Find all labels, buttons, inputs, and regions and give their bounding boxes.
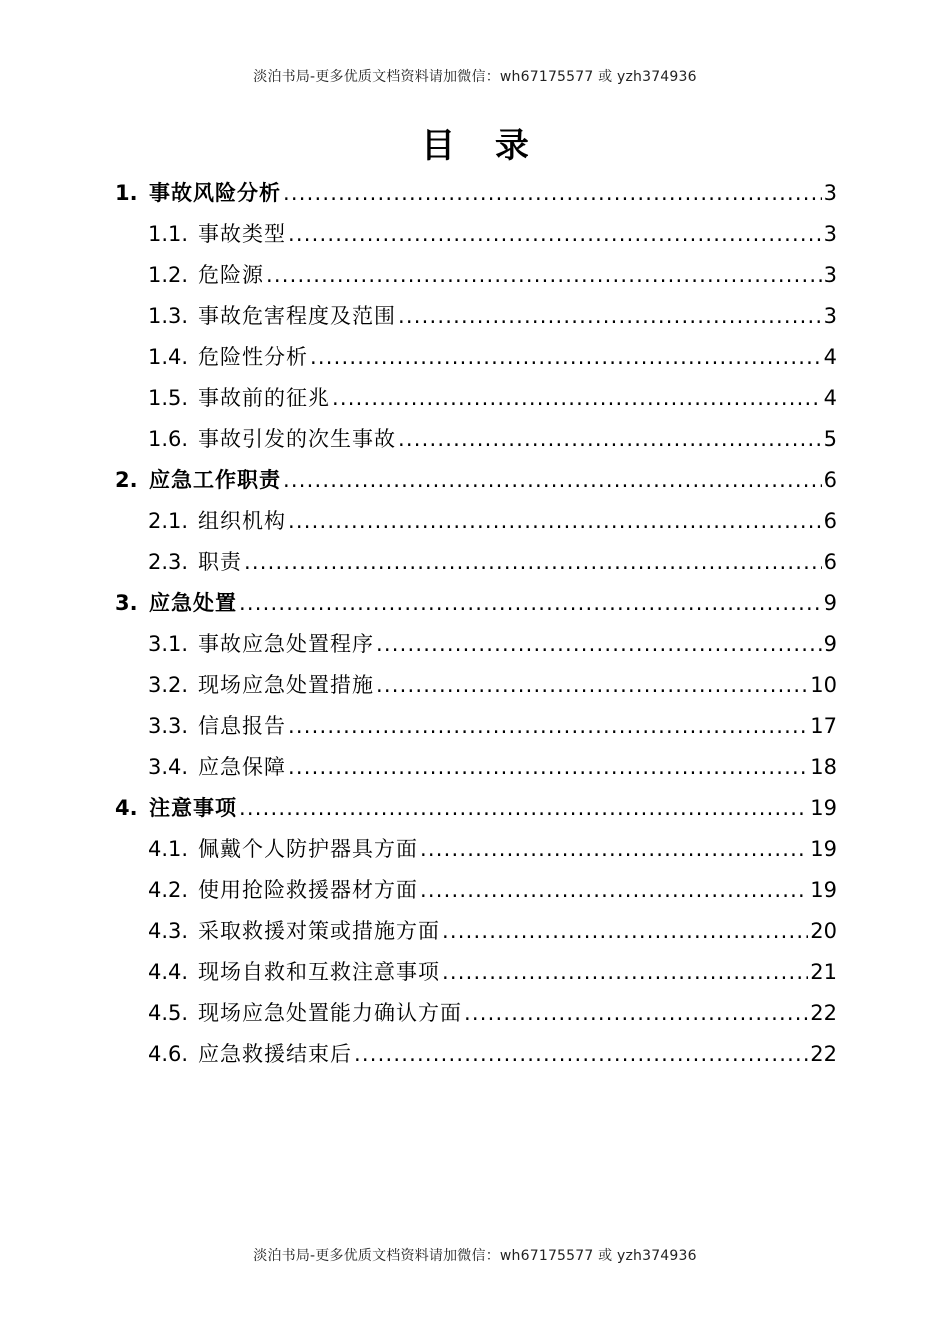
toc-entry[interactable] <box>148 342 837 372</box>
toc-dot-leader <box>398 424 822 454</box>
toc-entry-page: 10 <box>810 673 837 697</box>
toc-entry-title: 佩戴个人防护器具方面 <box>198 837 418 861</box>
toc-entry-title: 应急救援结束后 <box>198 1042 352 1066</box>
toc-entry[interactable] <box>115 178 837 208</box>
toc-entry-page: 6 <box>823 509 837 533</box>
toc-entry[interactable] <box>148 670 837 700</box>
toc-dot-leader <box>288 506 822 536</box>
toc-dot-leader <box>354 1039 808 1069</box>
toc-entry-number: 3. <box>115 591 138 615</box>
toc-entry-page: 9 <box>823 591 837 615</box>
toc-entry[interactable] <box>148 301 837 331</box>
toc-dot-leader <box>310 342 822 372</box>
toc-entry-page: 22 <box>810 1001 837 1025</box>
toc-entry-page: 20 <box>810 919 837 943</box>
toc-entry-title: 事故类型 <box>198 222 286 246</box>
toc-entry[interactable] <box>115 588 837 618</box>
toc-title: 目 录 <box>421 126 543 166</box>
toc-entry-page: 19 <box>810 878 837 902</box>
toc-entry-number: 4. <box>115 796 138 820</box>
toc-entry-title: 危险源 <box>198 263 264 287</box>
toc-entry-page: 19 <box>810 837 837 861</box>
toc-entry-page: 6 <box>823 550 837 574</box>
toc-entry[interactable] <box>148 1039 837 1069</box>
toc-entry-number: 1.6. <box>148 427 189 451</box>
toc-entry-number: 1.4. <box>148 345 189 369</box>
toc-dot-leader <box>332 383 822 413</box>
toc-entry-title: 使用抢险救援器材方面 <box>198 878 418 902</box>
toc-entry-number: 1.5. <box>148 386 189 410</box>
page-footer-note: 淡泊书局-更多优质文档资料请加微信：wh67175577 或 yzh374936 <box>253 1248 697 1264</box>
toc-dot-leader <box>244 547 822 577</box>
toc-dot-leader <box>239 793 808 823</box>
toc-entry-title: 现场自救和互救注意事项 <box>198 960 440 984</box>
toc-entry-number: 1.1. <box>148 222 189 246</box>
toc-entry-title: 现场应急处置能力确认方面 <box>198 1001 462 1025</box>
toc-entry-page: 22 <box>810 1042 837 1066</box>
toc-entry[interactable] <box>148 998 837 1028</box>
toc-entry-title: 危险性分析 <box>198 345 308 369</box>
toc-entry-title: 事故危害程度及范围 <box>198 304 396 328</box>
toc-entry-title: 信息报告 <box>198 714 286 738</box>
toc-entry-number: 4.5. <box>148 1001 189 1025</box>
toc-entry[interactable] <box>148 506 837 536</box>
toc-dot-leader <box>288 219 822 249</box>
toc-dot-leader <box>442 957 808 987</box>
toc-dot-leader <box>442 916 808 946</box>
toc-entry-number: 2. <box>115 468 138 492</box>
toc-entry-title: 采取救援对策或措施方面 <box>198 919 440 943</box>
toc-entry[interactable] <box>115 793 837 823</box>
toc-dot-leader <box>239 588 822 618</box>
toc-entry-page: 4 <box>823 386 837 410</box>
toc-entry-title: 现场应急处置措施 <box>198 673 374 697</box>
toc-entry-number: 4.4. <box>148 960 189 984</box>
toc-dot-leader <box>398 301 822 331</box>
page-header-note: 淡泊书局-更多优质文档资料请加微信：wh67175577 或 yzh374936 <box>253 69 697 85</box>
toc-entry-title: 组织机构 <box>198 509 286 533</box>
toc-entry[interactable] <box>148 834 837 864</box>
toc-entry-title: 职责 <box>198 550 242 574</box>
toc-entry-page: 4 <box>823 345 837 369</box>
toc-entry-number: 1.2. <box>148 263 189 287</box>
toc-dot-leader <box>288 752 808 782</box>
toc-entry-page: 19 <box>810 796 837 820</box>
toc-entry[interactable] <box>148 916 837 946</box>
toc-dot-leader <box>420 875 808 905</box>
toc-entry[interactable] <box>148 629 837 659</box>
toc-entry-title: 注意事项 <box>149 796 237 820</box>
toc-entry-page: 5 <box>823 427 837 451</box>
toc-entry-page: 3 <box>823 304 837 328</box>
toc-entry[interactable] <box>148 752 837 782</box>
toc-entry-title: 事故前的征兆 <box>198 386 330 410</box>
toc-entry[interactable] <box>115 465 837 495</box>
toc-entry-number: 4.3. <box>148 919 189 943</box>
toc-dot-leader <box>283 465 822 495</box>
toc-entry-title: 事故风险分析 <box>149 181 281 205</box>
toc-entry-page: 3 <box>823 222 837 246</box>
toc-entry-page: 9 <box>823 632 837 656</box>
toc-entry-number: 3.3. <box>148 714 189 738</box>
toc-entry-number: 3.4. <box>148 755 189 779</box>
toc-entry-number: 4.1. <box>148 837 189 861</box>
toc-entry[interactable] <box>148 547 837 577</box>
toc-entry-page: 21 <box>810 960 837 984</box>
toc-entry-number: 3.2. <box>148 673 189 697</box>
toc-dot-leader <box>464 998 808 1028</box>
toc-dot-leader <box>266 260 822 290</box>
toc-entry-number: 3.1. <box>148 632 189 656</box>
toc-entry-page: 6 <box>823 468 837 492</box>
toc-entry-number: 2.3. <box>148 550 189 574</box>
toc-entry-number: 1.3. <box>148 304 189 328</box>
toc-entry-page: 3 <box>823 181 837 205</box>
toc-dot-leader <box>420 834 808 864</box>
toc-entry-number: 2.1. <box>148 509 189 533</box>
toc-entry[interactable] <box>148 957 837 987</box>
toc-entry-number: 1. <box>115 181 138 205</box>
toc-entry-number: 4.6. <box>148 1042 189 1066</box>
toc-entry-title: 应急工作职责 <box>149 468 281 492</box>
toc-entry-title: 事故引发的次生事故 <box>198 427 396 451</box>
toc-entry[interactable] <box>148 219 837 249</box>
toc-dot-leader <box>376 670 808 700</box>
toc-entry-title: 应急保障 <box>198 755 286 779</box>
toc-dot-leader <box>288 711 808 741</box>
toc-entry[interactable] <box>148 711 837 741</box>
toc-entry[interactable] <box>148 260 837 290</box>
toc-entry-title: 应急处置 <box>149 591 237 615</box>
toc-entry-page: 18 <box>810 755 837 779</box>
toc-dot-leader <box>376 629 822 659</box>
toc-entry[interactable] <box>148 383 837 413</box>
toc-entry[interactable] <box>148 424 837 454</box>
toc-entry-page: 3 <box>823 263 837 287</box>
toc-entry-page: 17 <box>810 714 837 738</box>
toc-entry[interactable] <box>148 875 837 905</box>
toc-dot-leader <box>283 178 822 208</box>
toc-entry-number: 4.2. <box>148 878 189 902</box>
toc-entry-title: 事故应急处置程序 <box>198 632 374 656</box>
